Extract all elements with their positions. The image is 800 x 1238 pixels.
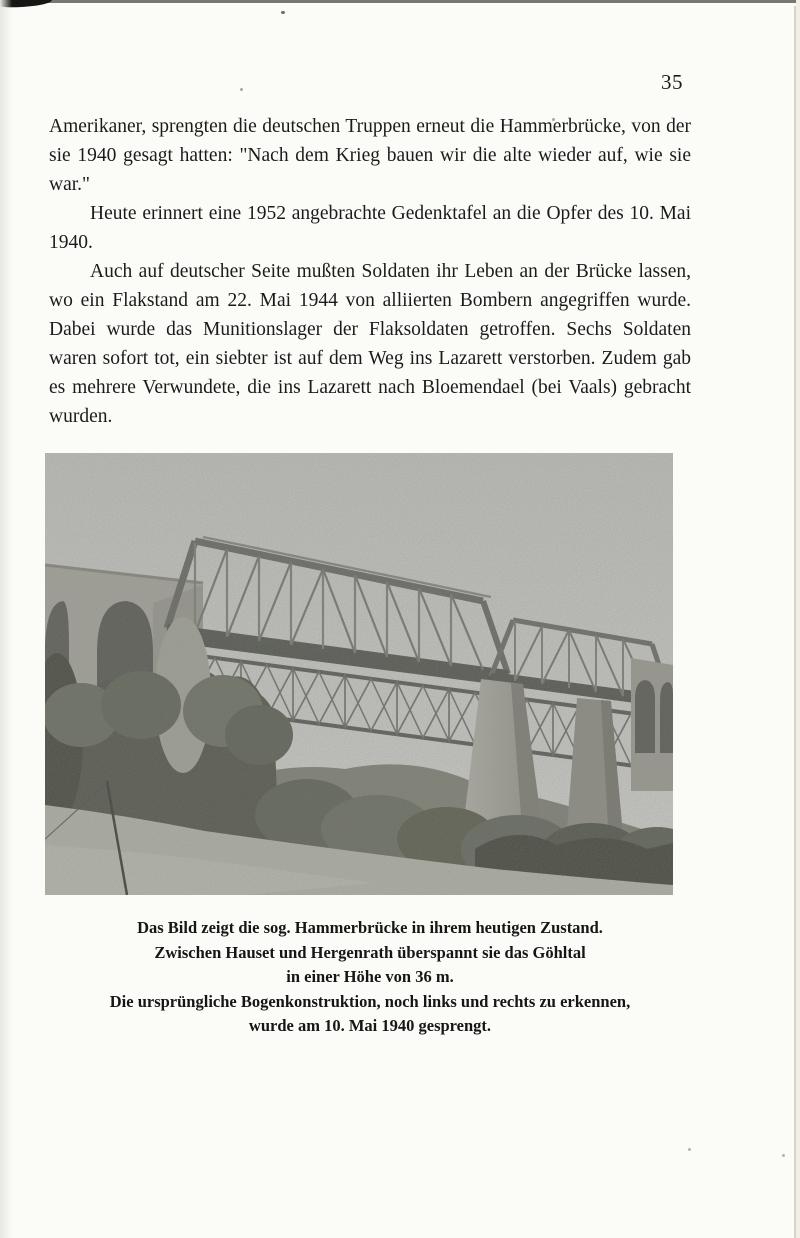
- scan-speck: [240, 88, 243, 91]
- photo-caption: [48, 916, 692, 1039]
- paragraph: Amerikaner, sprengten die deutschen Truppen erneut die Hammerbrücke, von der sie 1940 gesagt hatten: "Nach dem Krieg bauen wir die alte wieder auf, wie sie war.": [49, 116, 691, 195]
- scan-speck: [281, 11, 285, 14]
- caption-line: Das Bild zeigt die sog. Hammerbrücke in ihrem heutigen Zustand.: [137, 918, 603, 937]
- photo-grain: [45, 453, 673, 895]
- bridge-photo: [45, 453, 673, 895]
- caption-line: in einer Höhe von 36 m.: [286, 967, 454, 986]
- scan-shadow-left: [0, 0, 12, 1238]
- paragraph: Auch auf deutscher Seite mußten Soldaten ihr Leben an der Brücke lassen, wo ein Flakstand am 22. Mai 1944 von alliierten Bombern angegriffen wurde. Dabei wurde das Munitionslager der Flaksoldaten getroffen. Sechs Soldaten waren sofort tot, ein siebter ist auf dem Weg ins Lazarett verstorben. Zudem gab es mehrere Verwundete, die ins Lazarett nach Bloemendael (bei Vaals) gebracht wurden.: [49, 261, 691, 427]
- paragraph: Heute erinnert eine 1952 angebrachte Gedenktafel an die Opfer des 10. Mai 1940.: [49, 203, 691, 253]
- scan-edge-top: [0, 0, 800, 3]
- caption-line: Zwischen Hauset und Hergenrath überspannt sie das Göhltal: [154, 942, 586, 962]
- body-text: [49, 112, 691, 431]
- scan-speck: [782, 1154, 785, 1157]
- caption-line: Die ursprüngliche Bogenkonstruktion, noch links und rechts zu erkennen,: [109, 991, 631, 1011]
- scan-speck: [688, 1148, 691, 1151]
- page-edge-right-strip: [796, 0, 800, 1238]
- caption-line: wurde am 10. Mai 1940 gesprengt.: [248, 1016, 492, 1035]
- page-number: 35: [661, 70, 683, 94]
